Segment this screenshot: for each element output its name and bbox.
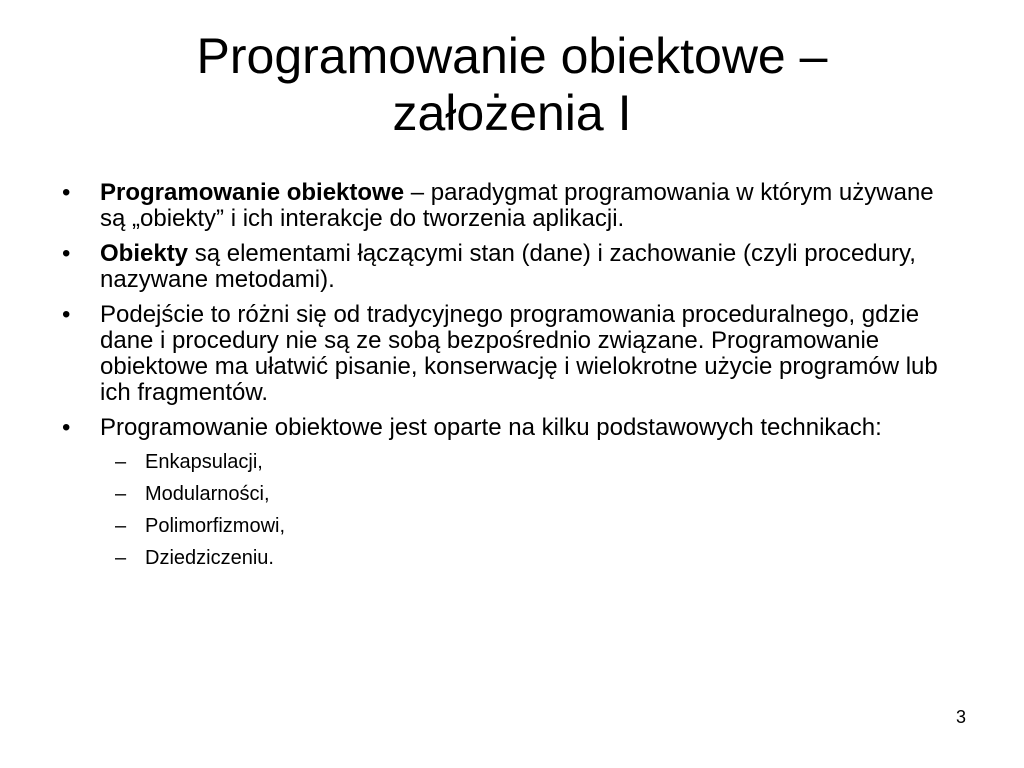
sub-list-item <box>100 514 960 538</box>
sub-item-text: Polimorfizmowi, <box>145 515 286 537</box>
page-number: 3 <box>955 707 966 727</box>
bullet-bold-term: Programowanie obiektowe <box>100 179 405 206</box>
bullet-item <box>60 241 960 293</box>
sub-list-item <box>100 546 960 570</box>
sub-list-item <box>100 482 960 506</box>
bullet-marker: • <box>62 301 71 328</box>
bullet-text: Programowanie obiektowe jest oparte na kilku podstawowych technikach: <box>100 414 882 441</box>
sub-marker: – <box>115 483 127 505</box>
bullet-marker: • <box>62 240 71 267</box>
bullet-bold-term: Obiekty <box>100 240 189 267</box>
bullet-list <box>60 180 960 579</box>
sub-marker: – <box>115 547 127 569</box>
sub-list-item <box>100 450 960 474</box>
bullet-text: – paradygmat programowania w którym używane są „obiekty” i ich interakcje do tworzenia aplikacji. <box>100 179 934 232</box>
slide-title <box>60 28 964 142</box>
title-line-2: założenia I <box>392 85 632 141</box>
bullet-item <box>60 415 960 570</box>
sub-item-text: Dziedziczeniu. <box>145 547 274 569</box>
bullet-item <box>60 180 960 232</box>
sub-item-text: Modularności, <box>145 483 270 505</box>
technique-sublist <box>100 450 960 570</box>
title-line-1: Programowanie obiektowe – <box>196 28 828 84</box>
bullet-marker: • <box>62 414 71 441</box>
sub-marker: – <box>115 515 127 537</box>
bullet-marker: • <box>62 179 71 206</box>
bullet-text: są elementami łączącymi stan (dane) i zachowanie (czyli procedury, nazywane metodami). <box>100 240 916 293</box>
bullet-text: Podejście to różni się od tradycyjnego programowania proceduralnego, gdzie dane i procedury nie są ze sobą bezpośrednio związane. Programowanie obiektowe ma ułatwić pisanie, konserwację i wielokrotne użycie programów lub ich fragmentów. <box>100 301 938 406</box>
sub-item-text: Enkapsulacji, <box>145 451 263 473</box>
sub-marker: – <box>115 451 127 473</box>
bullet-item <box>60 302 960 406</box>
